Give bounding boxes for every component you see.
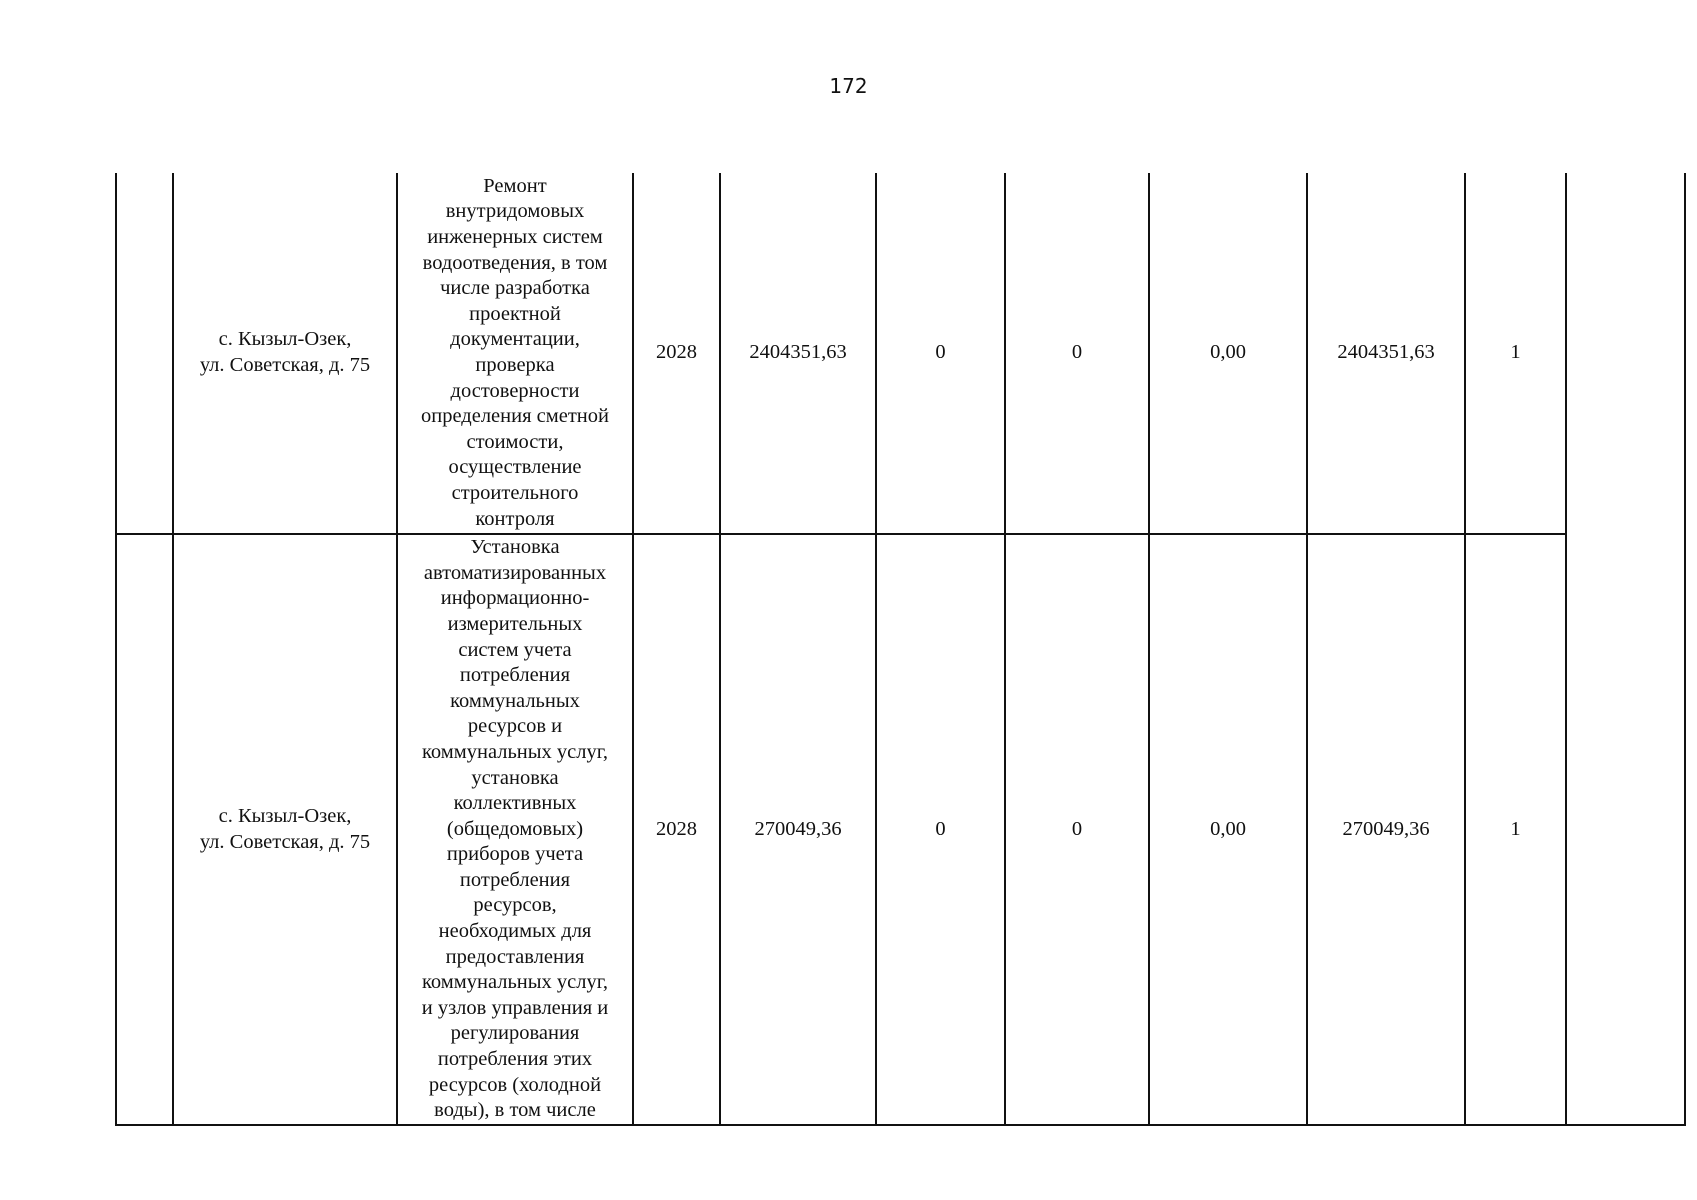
value-cell-5: 0 [876,534,1005,1125]
work-description-cell [397,173,633,534]
page-number: 172 [829,74,868,98]
merged-last-cell [1566,173,1685,1125]
value-cell-9: 1 [1465,173,1566,534]
address-text: с. Кызыл-Озек, ул. Советская, д. 75 [199,804,371,853]
address-cell [173,173,397,534]
work-description-text: Ремонт внутридомовых инженерных систем водоотведения, в том числе разработка проектной документации, проверка достоверности определения сметной стоимости, осуществление строительного контроля [421,174,609,530]
work-description-text: Установка автоматизированных информационно- измерительных систем учета потребления коммунальных ресурсов и коммунальных услуг, установка коллективных (общедомовых) приборов учета потребления ресурсов, необходимых для предоставления коммунальных услуг, и узлов управления и регулирования потребления этих ресурсов (холодной воды), в том числе [421,536,609,1122]
value-cell-8: 2404351,63 [1307,173,1465,534]
table-row [116,173,1685,534]
value-cell-6: 0 [1005,173,1149,534]
value-cell-7: 0,00 [1149,534,1307,1125]
value-cell-9: 1 [1465,534,1566,1125]
table-row [116,534,1685,1125]
value-cell-7: 0,00 [1149,173,1307,534]
address-cell [173,534,397,1125]
year-cell: 2028 [633,173,720,534]
value-cell-5: 0 [876,173,1005,534]
program-table [115,173,1686,1126]
total-cost-cell: 2404351,63 [720,173,876,534]
value-cell-8: 270049,36 [1307,534,1465,1125]
year-cell: 2028 [633,534,720,1125]
work-description-cell [397,534,633,1125]
address-text: с. Кызыл-Озек, ул. Советская, д. 75 [199,328,371,376]
row-index-cell [116,173,173,534]
value-cell-6: 0 [1005,534,1149,1125]
total-cost-cell: 270049,36 [720,534,876,1125]
row-index-cell [116,534,173,1125]
